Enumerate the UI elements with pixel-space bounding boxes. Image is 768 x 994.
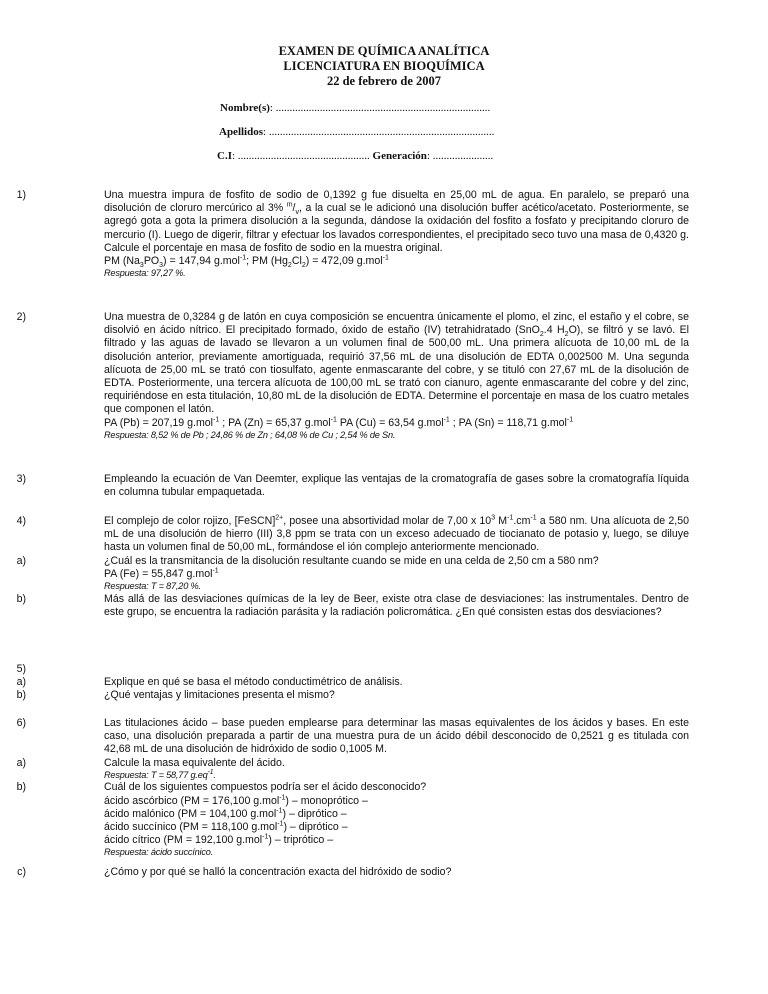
question-5b-label: b) <box>16 689 26 702</box>
question-1-number: 1) <box>16 189 26 201</box>
question-2-number: 2) <box>16 311 26 323</box>
acid-option-1: ácido ascórbico (PM = 176,100 g.mol$^{-1}$) – monoprótico – <box>104 793 368 807</box>
question-6b <box>16 781 689 859</box>
exam-subtitle: LICENCIATURA EN BIOQUÍMICA <box>283 59 485 73</box>
question-5b-text: ¿Qué ventajas y limitaciones presenta el mismo? <box>104 689 335 702</box>
question-5b <box>16 689 689 702</box>
question-6a-text: Calcule la masa equivalente del ácido. <box>104 756 285 769</box>
question-3-text: Empleando la ecuación de Van Deemter, explique las ventajas de la cromatografía de gases sobre la cromatografía líquida en columna tubular empaquetada. <box>104 473 689 499</box>
question-5a <box>16 676 689 689</box>
surname-dots: : .................................................................................. <box>263 126 495 138</box>
question-4a-formula: PA (Fe) = 55,847 g.mol$^{-1}$ <box>104 567 219 580</box>
question-2-text: Una muestra de 0,3284 g de latón en cuya composición se encuentra únicamente el plomo, el zinc, el estaño y el cobre, se disolvió en ácido nítrico. El precipitado formado, óxido de estaño (IV) tetrahidratado (SnO$_2$.4 $H_2O$), se filtró y se lavó. El filtrado y las aguas de lavado se llevaron a un volumen final de 500,00 mL. Una primera alícuota de 10,00 mL de la disolución anterior, previamente amortiguada, requirió 37,56 mL de una disolución de EDTA 0,002500 M. Una segunda alícuota de 25,00 mL se trató con tiosulfato, agente enmascarante del cobre, y se tituló con 27,67 mL de la disolución de EDTA. Posteriormente, una tercera alícuota de 100,00 mL se trató con cianuro, agente enmascarante del cobre y del zinc, requiriéndose en esta titulación, 10,80 mL de la disolución de EDTA. Determine el porcentaje en masa de los cuatro metales que componen el latón. <box>104 311 690 416</box>
ci-label: C.I <box>217 150 232 162</box>
question-5 <box>16 663 689 702</box>
acid-option-4: ácido cítrico (PM = 192,100 g.mol$^{-1}$) – triprótico – <box>104 833 334 847</box>
question-6-text: Las titulaciones ácido – base pueden emplearse para determinar las masas equivalentes de los ácidos y bases. En este caso, una disolución preparada a partir de una muestra pura de un ácido débil desconocido de 0,2521 g es titulada con 42,68 mL de una disolución de hidróxido de sodio 0,1005 M. <box>104 717 689 756</box>
question-3-number: 3) <box>16 473 26 485</box>
question-4a-text: ¿Cuál es la transmitancia de la disolución resultante cuando se mide en una celda de 2,50 cm a 580 nm? <box>104 554 599 567</box>
question-4a <box>16 554 689 593</box>
question-1-formula: PM $(Na_3PO_3) = 147,94$ g.mol$^{-1}$; PM $(Hg_2Cl_2) = 472,09$ g.mol$^{-1}$ <box>104 254 389 270</box>
acid-option-2: ácido malónico (PM = 104,100 g.mol$^{-1}$) – diprótico – <box>104 807 347 820</box>
question-2-answer: Respuesta: 8,52 % de Pb ; 24,86 % de Zn ; 64,08 % de Cu ; 2,54 % de Sn. <box>104 429 396 440</box>
question-5a-text: Explique en qué se basa el método conductimétrico de análisis. <box>104 676 403 688</box>
question-6a-label: a) <box>16 756 26 769</box>
question-1-text: Una muestra impura de fosfito de sodio de 0,1392 g fue disuelta en 25,00 mL de agua. En paralelo, se preparó una disolución de cloruro mercúrico al 3% $^m/_v$, a la cual se le adicionó una disolución buffer acético/acetato. Posteriormente, se agregó gota a gota la primera disolución a la segunda, dándose la oxidación del fosfito a fosfato y precipitando cloruro de mercurio (I). Luego de digerir, filtrar y efectuar los lavados correspondientes, el precipitado seco tuvo una masa de 0,4320 g. Calcule el porcentaje en masa de fosfito de sodio en la muestra original. <box>104 189 689 254</box>
surname-label: Apellidos <box>219 126 264 138</box>
question-4a-label: a) <box>16 554 26 567</box>
question-5a-label: a) <box>16 676 26 688</box>
name-label: Nombre(s) <box>220 102 270 114</box>
question-6a <box>16 756 689 782</box>
generation-label: Generación <box>372 150 427 162</box>
question-4b-text: Más allá de las desviaciones químicas de la ley de Beer, existe otra clase de desviaciones: las instrumentales. Dentro de este grupo, se encuentra la radiación parásita y la radiación policromática. ¿En qué consisten estas dos desviaciones? <box>104 592 689 618</box>
acid-option-3: ácido succínico (PM = 118,100 g.mol$^{-1}$) – diprótico – <box>104 820 348 833</box>
question-2-formula: PA (Pb) = 207,19 g.mol$^{-1}$ ; PA (Zn) = 65,37 g.mol$^{-1}$ PA (Cu) = 63,54 g.mol$^{-1}$ ; PA (Sn) = 118,71 g.mol$^{-1}$ <box>104 416 574 429</box>
name-field <box>220 102 490 115</box>
exam-title: EXAMEN DE QUÍMICA ANALÍTICA <box>278 44 490 58</box>
question-1 <box>16 189 689 280</box>
question-5-number: 5) <box>16 663 26 675</box>
question-4-text: El complejo de color rojizo, [FeSCN]$^{2+}$, posee una absortividad molar de 7,00 x $10^3$ $M^{-1}.cm^{-1}$ a 580 nm. Una alícuota de 2,50 mL de una disolución de hierro (III) 3,8 ppm se trata con un exceso adecuado de tiocianato de potasio y, luego, se diluye hasta un volumen final de 50,00 mL, formándose el ión complejo anteriormente mencionado. <box>104 514 689 554</box>
question-6a-answer: Respuesta: T = 58,77 $g.eq^{-1}$. <box>104 768 216 780</box>
question-6 <box>16 717 689 879</box>
generation-dots: : ...................... <box>426 150 494 162</box>
question-4 <box>16 514 689 619</box>
question-3 <box>16 473 689 499</box>
ci-field <box>217 150 493 163</box>
question-6c-text: ¿Cómo y por qué se halló la concentración exacta del hidróxido de sodio? <box>104 865 452 878</box>
question-6b-label: b) <box>16 781 26 794</box>
question-1-answer: Respuesta: 97,27 %. <box>104 268 186 279</box>
exam-date: 22 de febrero de 2007 <box>326 74 442 88</box>
ci-dots: : ................................................ <box>231 150 370 162</box>
question-6b-answer: Respuesta: ácido succínico. <box>104 847 213 858</box>
question-2 <box>16 311 690 441</box>
name-dots: : .............................................................................. <box>269 102 491 114</box>
question-6c-label: c) <box>17 865 26 878</box>
question-4-number: 4) <box>16 515 26 527</box>
question-4b-label: b) <box>16 592 26 605</box>
question-6b-text: Cuál de los siguientes compuestos podría ser el ácido desconocido? <box>104 781 427 794</box>
question-4b <box>16 592 689 619</box>
question-6-number: 6) <box>16 717 26 729</box>
question-6c <box>17 865 689 879</box>
question-4a-answer: Respuesta: T = 87,20 %. <box>104 581 201 592</box>
surname-field <box>219 126 494 139</box>
